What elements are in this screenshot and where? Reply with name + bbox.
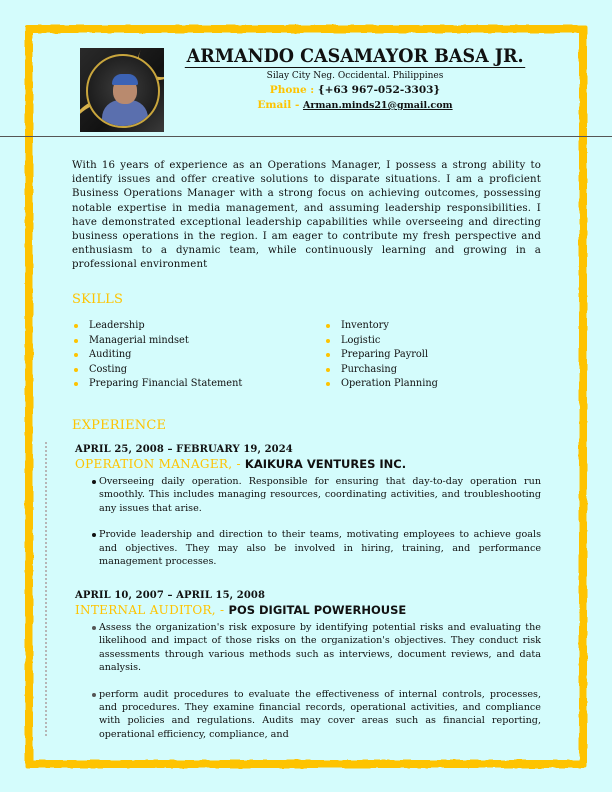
header-divider — [0, 136, 612, 137]
skill-item: Inventory — [324, 319, 438, 334]
job-company: POS DIGITAL POWERHOUSE — [228, 603, 407, 617]
skill-item: Costing — [72, 363, 324, 378]
header-contact — [170, 45, 540, 113]
profile-photo — [80, 48, 164, 132]
phone-line — [170, 83, 540, 98]
skills-heading: SKILLS — [72, 292, 124, 307]
skill-item: Preparing Financial Statement — [72, 377, 324, 392]
skill-item: Leadership — [72, 319, 324, 334]
phone-label: Phone : — [269, 84, 318, 96]
job-duties — [75, 621, 541, 741]
job-company: KAIKURA VENTURES INC. — [244, 457, 407, 471]
skill-item: Purchasing — [324, 363, 438, 378]
email-label: Email - — [257, 99, 303, 111]
photo-ring — [86, 54, 160, 128]
skill-item: Managerial mindset — [72, 334, 324, 349]
email-link[interactable]: Arman.minds21@gmail.com — [302, 100, 453, 111]
phone-number: {+63 967-052-3303} — [317, 84, 441, 96]
skills-column-1 — [72, 319, 324, 392]
duty-item: Assess the organization's risk exposure by identifying potential risks and evaluating the likelihood and impact of those risks on the organization's objectives. They conduct risk assessments through various methods such as interviews, document reviews, and data analysis. — [75, 621, 541, 675]
job-entry — [75, 443, 541, 581]
job-title-line — [75, 602, 541, 618]
skill-item: Auditing — [72, 348, 324, 363]
skill-item: Operation Planning — [324, 377, 438, 392]
person-figure — [102, 100, 148, 128]
duty-item: perform audit procedures to evaluate the effectiveness of internal controls, processes, and procedures. They examine financial records, operational activities, and compliance with policies and regulations. Audits may cover areas such as financial reporting, operational efficiency, compliance, and — [75, 688, 541, 742]
location: Silay City Neg. Occidental. Philippines — [266, 71, 444, 81]
person-cap — [112, 74, 138, 85]
job-role: INTERNAL AUDITOR, - — [75, 603, 229, 617]
skill-item: Preparing Payroll — [324, 348, 438, 363]
skills-column-2 — [324, 319, 438, 392]
job-dates: APRIL 25, 2008 – FEBRUARY 19, 2024 — [75, 444, 293, 455]
duty-item: Provide leadership and direction to their teams, motivating employees to achieve goals and objectives. They may also be involved in hiring, training, and performance management processes. — [75, 528, 541, 568]
summary-paragraph: With 16 years of experience as an Operations Manager, I possess a strong ability to identify issues and offer creative solutions to disparate situations. I am a proficient Business Operations Manager with a strong focus on achieving outcomes, possessing notable expertise in media management, and assuming leadership responsibilities. I have demonstrated exceptional leadership capabilities while overseeing and directing business operations in the region. I am eager to contribute my fresh perspective and enthusiasm to a dynamic team, while continuously learning and growing in a professional environment — [72, 160, 541, 271]
email-line — [170, 98, 540, 113]
duty-item: Overseeing daily operation. Responsible for ensuring that day-to-day operation run smoothly. This includes managing resources, coordinating activities, and troubleshooting any issues that arise. — [75, 475, 541, 515]
job-title-line — [75, 456, 541, 472]
candidate-name: ARMANDO CASAMAYOR BASA JR. — [186, 45, 524, 67]
job-role: OPERATION MANAGER, - — [75, 457, 245, 471]
job-entry — [75, 589, 541, 754]
skills-list — [72, 319, 532, 392]
experience-heading: EXPERIENCE — [72, 418, 167, 433]
skill-item: Logistic — [324, 334, 438, 349]
job-duties — [75, 475, 541, 568]
job-dates: APRIL 10, 2007 – APRIL 15, 2008 — [75, 590, 266, 601]
timeline-dotted-line — [45, 442, 47, 736]
